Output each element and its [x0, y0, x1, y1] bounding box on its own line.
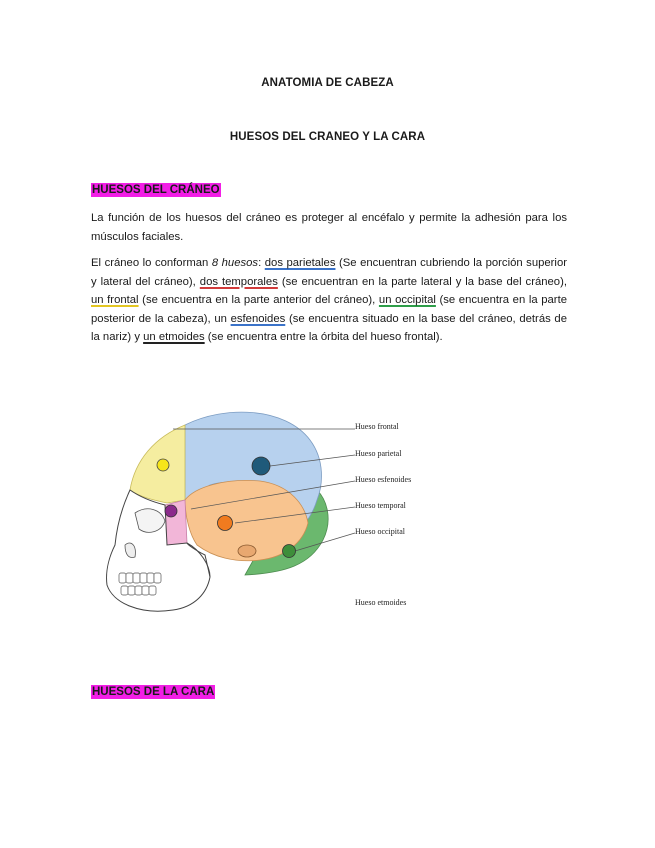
skull-illustration	[95, 405, 435, 620]
paragraph-function: La función de los huesos del cráneo es proteger al encéfalo y permite la adhesión para los músculos faciales.	[91, 212, 567, 243]
label-occipital: Hueso occipital	[355, 527, 405, 536]
term-temporales: dos temporales	[199, 275, 278, 288]
paragraph-bones: El cráneo lo conforman 8 huesos: dos parietales (Se encuentran cubriendo la porción superior y lateral del cráneo), dos temporales (se encuentran en la parte lateral y la base del cráneo), un frontal (se encuentra en la parte anterior del cráneo), un occipital (se encuentra en la parte posterior de la cabeza), un esfenoides (se encuentra situado en la base del cráneo, detrás de la nariz) y un etmoides (se encuentra entre la órbita del hueso frontal).	[91, 257, 567, 343]
skull-figure	[95, 405, 435, 620]
document-title: ANATOMIA DE CABEZA	[261, 77, 394, 89]
marker-temporal	[218, 516, 233, 531]
term-occipital: un occipital	[378, 294, 436, 306]
label-temporal: Hueso temporal	[355, 501, 406, 510]
section-heading-craneo: HUESOS DEL CRÁNEO	[92, 184, 220, 196]
label-etmoides: Hueso etmoides	[355, 598, 407, 607]
ear-canal	[238, 545, 256, 557]
term-parietales: dos parietales	[264, 257, 336, 269]
term-esfenoides: esfenoides	[230, 312, 286, 325]
label-frontal: Hueso frontal	[355, 422, 399, 431]
term-etmoides: un etmoides	[143, 331, 205, 343]
document-subtitle: HUESOS DEL CRANEO Y LA CARA	[229, 131, 426, 143]
marker-esfenoides	[165, 505, 177, 517]
label-esfenoides: Hueso esfenoides	[355, 475, 412, 484]
marker-parietal	[252, 457, 270, 475]
section-heading-cara: HUESOS DE LA CARA	[92, 686, 215, 698]
marker-frontal	[157, 459, 169, 471]
term-frontal: un frontal	[91, 294, 139, 306]
label-parietal: Hueso parietal	[355, 449, 402, 458]
marker-occipital	[283, 545, 296, 558]
